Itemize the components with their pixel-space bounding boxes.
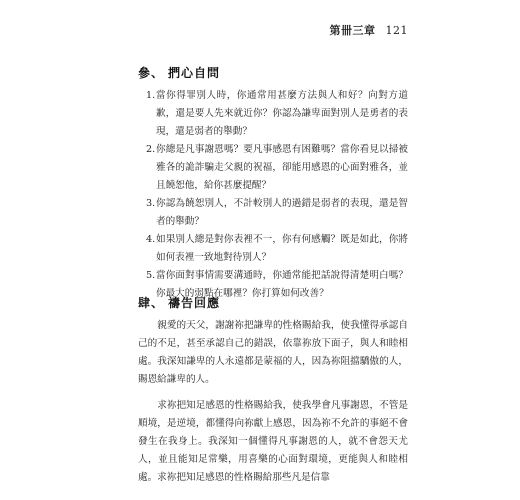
question-text: 你認為饒恕別人，不計較別人的過錯是弱者的表現，還是智者的舉動？ [156, 198, 408, 227]
question-text: 你總是凡事謝恩嗎？要凡事感恩有困難嗎？當你看見以掃被雅各的詭詐騙走父親的祝福，卻能用感恩的心面對雅各，並且饒恕他，給你甚麼提醒？ [156, 144, 408, 191]
question-number: 1. [146, 90, 156, 101]
question-text: 當你面對事情需要溝通時，你通常能把話說得清楚明白嗎？你最大的弱點在哪裡？你打算如何改善？ [156, 270, 408, 299]
section-reflect [138, 64, 408, 303]
section-reflect-heading: 捫心自問 [168, 66, 221, 80]
question-item [146, 231, 408, 267]
section-prayer-number: 肆、 [138, 296, 165, 310]
prayer-paragraph: 求祢把知足感恩的性格賜給我，使我學會凡事謝恩，不管是順境，是逆境，都懂得向祢獻上感恩，因為祢不允許的事絕不會發生在我身上。我深知一個懂得凡事謝恩的人，就不會怨天尤人，並且能知足常樂，用喜樂的心面對環境，更能與人和睦相處。求祢把知足感恩的性格賜給那些凡是信靠 [138, 400, 408, 483]
page-header [330, 22, 409, 38]
section-prayer [138, 294, 408, 495]
section-reflect-title [138, 64, 408, 81]
question-item [146, 87, 408, 141]
prayer-paragraph: 親愛的天父，謝謝祢把謙卑的性格賜給我，使我懂得承認自己的不足，甚至承認自己的錯誤，依靠祢放下面子，與人和睦相處。我深知謙卑的人永遠都是蒙福的人，因為祢阻擋驕傲的人，賜恩給謙卑的人。 [138, 320, 408, 385]
chapter-label: 第卌三章 [329, 24, 376, 37]
section-prayer-heading: 禱告回應 [168, 296, 221, 310]
question-item [146, 195, 408, 231]
section-prayer-title [138, 294, 408, 311]
question-number: 5. [146, 270, 156, 281]
question-number: 3. [146, 198, 156, 209]
question-text: 如果別人總是對你表裡不一，你有何感觸？既是如此，你將如何表裡一致地對待別人？ [156, 234, 408, 263]
question-number: 2. [146, 144, 156, 155]
question-item [146, 141, 408, 195]
section-reflect-number: 參、 [138, 66, 165, 80]
question-list [138, 87, 408, 303]
question-number: 4. [146, 234, 156, 245]
page-number: 121 [385, 24, 408, 37]
question-text: 當你得罪別人時，你通常用甚麼方法與人和好？向對方道歉，還是要人先來就近你？你認為謙卑面對別人是勇者的表現，還是弱者的舉動？ [156, 90, 408, 137]
